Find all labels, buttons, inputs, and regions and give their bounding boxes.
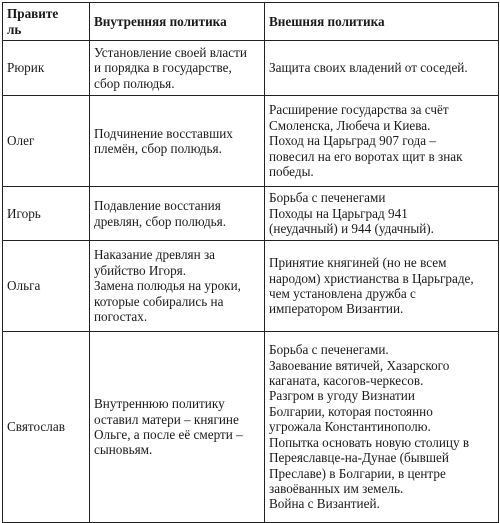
external-policy-cell [265,96,499,187]
table-header-row [3,3,499,41]
external-line: Завоевание вятичей, Хазарского [269,357,450,373]
table-row-oleg [3,96,499,187]
external-line: победы. [269,164,314,180]
external-line: Защита своих владений от соседей. [269,60,468,76]
external-line: угрожала Константинополю. [269,419,431,435]
internal-line: древлян, сбор полюдья. [94,213,227,229]
external-policy-cell [265,332,499,523]
header-external-policy: Внешняя политика [265,3,499,41]
header-ruler [3,3,90,41]
internal-line: Подчинение восставших [94,125,233,141]
external-line: Война с Византией. [269,496,380,512]
external-line: чем установлена дружба с [269,286,416,301]
internal-line: Установление своей власти [94,44,247,60]
external-line: народом) христианства в Царьграде, [269,270,474,286]
table-row-rurik [3,41,499,96]
internal-line: и порядка в государстве, [94,60,232,76]
header-ruler-line-2: ль [7,21,22,37]
internal-line: Наказание древлян за [94,247,216,263]
internal-line: погостах. [94,309,148,325]
external-line: императором Византии. [269,301,404,317]
header-ruler-line-1: Правите [7,6,59,22]
external-line: Поход на Царьград 907 года – [269,133,436,149]
internal-line: Замена полюдья на уроки, [94,278,241,294]
external-line: Расширение государства за счёт [269,102,449,118]
ruler-name: Ольга [3,241,90,332]
external-line: Походы на Царьград 941 [269,205,408,221]
ruler-name: Игорь [3,187,90,241]
external-line: Борьба с печенегами. [269,342,389,358]
external-policy-cell [265,187,499,241]
external-policy-cell [265,241,499,332]
internal-policy-cell [90,41,265,96]
external-line: Переяславце-на-Дунае (бывшей [269,450,449,466]
external-line: (неудачный) и 944 (удачный). [269,221,434,237]
ruler-name: Святослав [3,332,90,523]
ruler-name: Рюрик [3,41,90,96]
rulers-policy-table [2,2,499,523]
internal-policy-cell [90,96,265,187]
external-policy-cell [265,41,499,96]
external-line: Разгром в угоду Визнатии [269,388,415,404]
internal-line: Ольге, а после её смерти – [94,427,243,442]
internal-line: сыновьям. [94,442,153,458]
external-line: Смоленска, Любеча и Киева. [269,117,431,133]
internal-policy-cell [90,241,265,332]
internal-line: Подавление восстания [94,198,221,214]
internal-line: оставил матери – княгине [94,411,239,427]
external-line: Болгарии, которая постоянно [269,403,433,419]
internal-line: убийство Игоря. [94,262,187,278]
internal-line: которые собирались на [94,293,224,309]
internal-line: Внутреннюю политику [94,396,225,412]
table-row-svyatoslav [3,332,499,523]
ruler-name: Олег [3,96,90,187]
external-line: завоёванных им земель. [269,480,404,496]
header-internal-policy: Внутренняя политика [90,3,265,41]
external-line: Преславе) в Болгарии, в центре [269,465,446,481]
external-line: Принятие княгиней (но не всем [269,255,447,271]
internal-policy-cell [90,332,265,523]
external-line: Попытка основать новую столицу в [269,434,470,450]
table-row-igor [3,187,499,241]
internal-policy-cell [90,187,265,241]
external-line: повесил на его воротах щит в знак [269,148,463,164]
internal-line: племён, сбор полюдья. [94,141,222,156]
internal-line: сбор полюдья. [94,75,175,91]
table-row-olga [3,241,499,332]
external-line: каганата, касогов-черкесов. [269,373,424,389]
external-line: Борьба с печенегами [269,190,386,206]
